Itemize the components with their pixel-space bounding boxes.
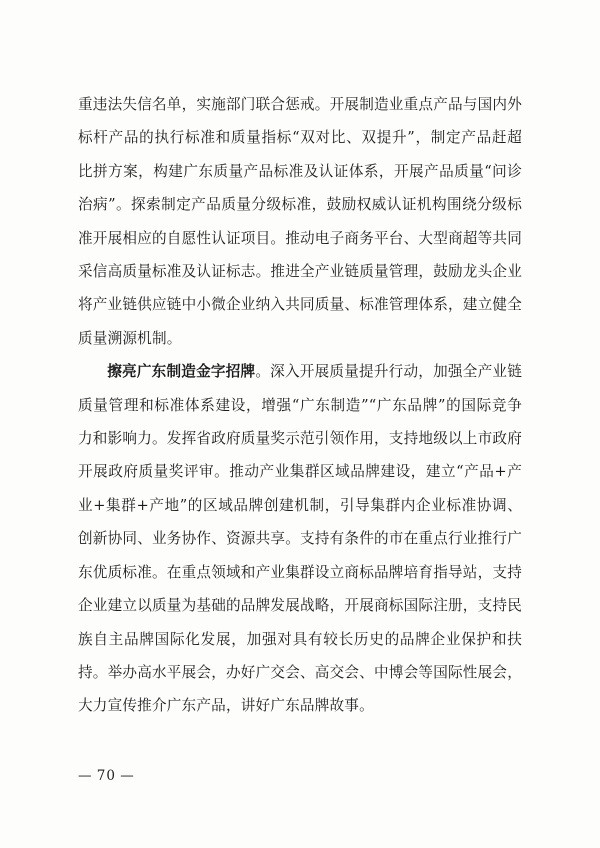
- paragraph-2: [78, 355, 522, 722]
- paragraph-1: [78, 88, 522, 355]
- paragraph-2-text: 。深入开展质量提升行动，加强全产业链质量管理和标准体系建设，增强“广东制造”“广东品牌”的国际竞争力和影响力。发挥省政府质量奖示范引领作用，支持地级以上市政府开展政府质量奖评审。推动产业集群区域品牌建设，建立“产品+产业+集群+产地”的区域品牌创建机制，引导集群内企业标准协调、创新协同、业务协作、资源共享。支持有条件的市在重点行业推行广东优质标准。在重点领域和产业集群设立商标品牌培育指导站，支持企业建立以质量为基础的品牌发展战略，开展商标国际注册，支持民族自主品牌国际化发展，加强对具有较长历史的品牌企业保护和扶持。举办高水平展会，办好广交会、高交会、中博会等国际性展会，大力宣传推介广东产品，讲好广东品牌故事。: [78, 363, 522, 715]
- paragraph-2-lead: 擦亮广东制造金字招牌: [107, 363, 256, 381]
- paragraph-1-text: 重违法失信名单，实施部门联合惩戒。开展制造业重点产品与国内外标杆产品的执行标准和质量指标“双对比、双提升”，制定产品赶超比拼方案，构建广东质量产品标准及认证体系，开展产品质量“问诊治病”。探索制定产品质量分级标准，鼓励权威认证机构围绕分级标准开展相应的自愿性认证项目。推动电子商务平台、大型商超等共同采信高质量标准及认证标志。推进全产业链质量管理，鼓励龙头企业将产业链供应链中小微企业纳入共同质量、标准管理体系，建立健全质量溯源机制。: [78, 96, 522, 347]
- page-body: [78, 88, 522, 723]
- footer-dash-right: —: [120, 768, 135, 784]
- page-number: 70: [96, 768, 116, 784]
- footer-dash-left: —: [78, 768, 93, 784]
- page-footer: [78, 768, 522, 784]
